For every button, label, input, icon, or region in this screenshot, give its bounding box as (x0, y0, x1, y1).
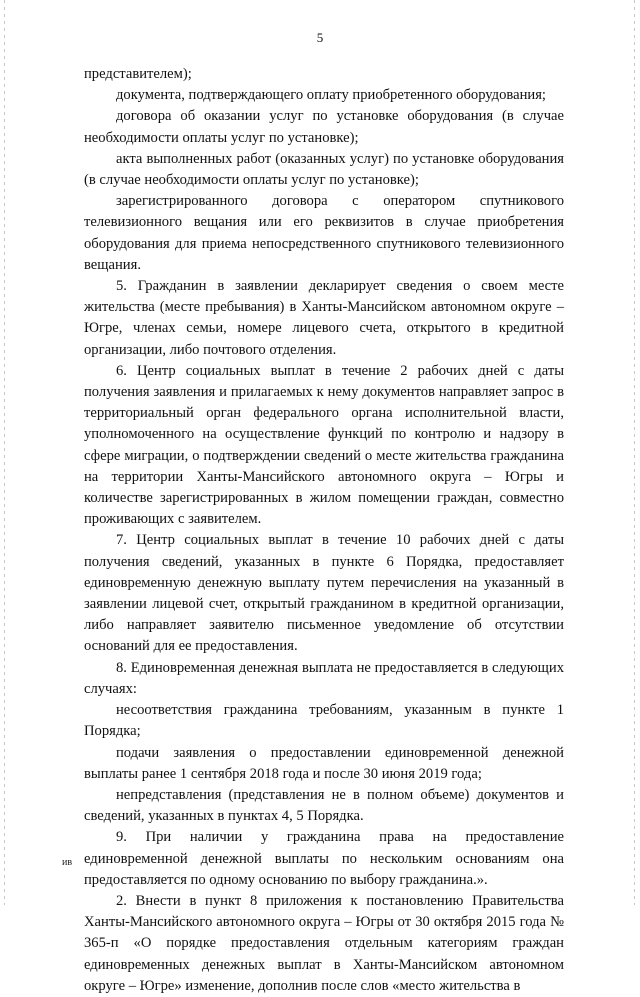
paragraph: 7. Центр социальных выплат в течение 10 рабочих дней с даты получения сведений, указанных в пункте 6 Порядка, предоставляет единовременную денежную выплату путем перечисления на указанный в заявлении лицевой счет, открытый гражданином в кредитной организации, либо направляет заявителю письменное уведомление об отсутствии оснований для ее предоставления. (84, 532, 564, 655)
scan-edge-right (634, 0, 635, 905)
paragraph: 5. Гражданин в заявлении декларирует сведения о своем месте жительства (месте пребывания) в Ханты-Мансийском автономном округе – Югре, членах семьи, номере лицевого счета, открытого в кредитной организации, либо почтового отделения. (84, 278, 564, 358)
paragraph: несоответствия гражданина требованиям, указанным в пункте 1 Порядка; (84, 702, 564, 740)
paragraph: документа, подтверждающего оплату приобретенного оборудования; (116, 87, 546, 104)
paragraph: договора об оказании услуг по установке оборудования (в случае необходимости оплаты услуг по установке); (84, 108, 564, 146)
page-number: 5 (316, 30, 324, 45)
paragraph: 9. При наличии у гражданина права на предоставление единовременной денежной выплаты по нескольким основаниям она предоставляется по одному основанию по выбору гражданина.». (84, 829, 564, 888)
footer-mark: ив (62, 857, 73, 868)
paragraph: подачи заявления о предоставлении единовременной денежной выплаты ранее 1 сентября 2018 года и после 30 июня 2019 года; (84, 744, 564, 782)
paragraph: 2. Внести в пункт 8 приложения к постановлению Правительства Ханты-Мансийского автономного округа – Югры от 30 октября 2015 года № 365-п «О порядке предоставления отдельным категориям граждан единовременных денежных выплат в Ханты-Мансийском автономном округе – Югре» изменение, дополнив после слов «место жительства в (84, 892, 564, 994)
paragraph: представителем); (84, 66, 192, 82)
paragraph: зарегистрированного договора с оператором спутникового телевизионного вещания или его реквизитов в случае приобретения оборудования для приема непосредственного спутникового телевизионного вещания. (84, 193, 564, 273)
paragraph: 8. Единовременная денежная выплата не предоставляется в следующих случаях: (84, 659, 564, 697)
paragraph: 6. Центр социальных выплат в течение 2 рабочих дней с даты получения заявления и прилагаемых к нему документов направляет запрос в территориальный орган федерального органа исполнительной власти, уполномоченного на осуществление функций по контролю и надзору в сфере миграции, о подтверждении сведений о месте жительства гражданина на территории Ханты-Мансийского автономного округа – Югры и количестве зарегистрированных в жилом помещении граждан, совместно проживающих с заявителем. (84, 362, 564, 528)
paragraph: акта выполненных работ (оказанных услуг) по установке оборудования (в случае необходимости оплаты услуг по установке); (84, 150, 564, 189)
document-body (84, 64, 564, 997)
paragraph: непредставления (представления не в полном объеме) документов и сведений, указанных в пунктах 4, 5 Порядка. (84, 786, 564, 825)
scan-edge-left (4, 0, 5, 905)
